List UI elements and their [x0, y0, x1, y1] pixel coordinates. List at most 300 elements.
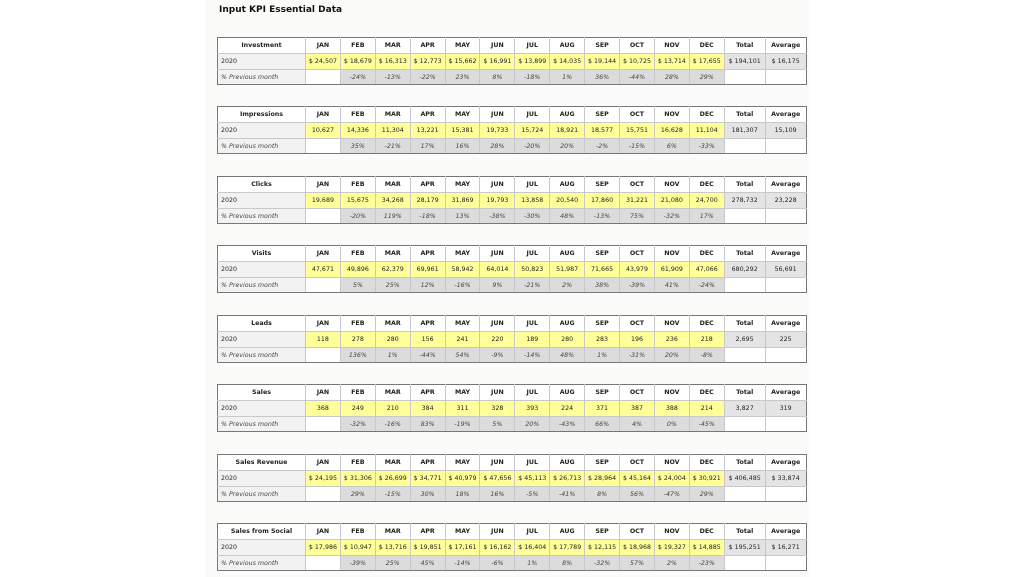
pct-cell: 119% — [375, 209, 410, 224]
average-cell: 15,109 — [765, 123, 806, 139]
value-cell: $ 24,195 — [306, 471, 341, 487]
value-cell: 156 — [410, 332, 445, 348]
pct-cell — [306, 70, 341, 85]
month-header: OCT — [620, 455, 655, 471]
kpi-table-impressions — [217, 106, 807, 154]
value-cell: 278 — [340, 332, 375, 348]
value-cell: 11,104 — [689, 123, 724, 139]
value-cell: 13,858 — [515, 193, 550, 209]
month-header: OCT — [620, 38, 655, 54]
value-cell: 17,860 — [585, 193, 620, 209]
table-name: Investment — [218, 38, 306, 54]
value-cell: $ 47,656 — [480, 471, 515, 487]
pct-cell: 6% — [654, 139, 689, 154]
month-header: AUG — [550, 107, 585, 123]
pct-cell: -15% — [620, 139, 655, 154]
value-cell: 19,793 — [480, 193, 515, 209]
value-cell: $ 17,789 — [550, 540, 585, 556]
value-cell: $ 16,162 — [480, 540, 515, 556]
month-header: SEP — [585, 246, 620, 262]
year-label: 2020 — [218, 123, 306, 139]
month-header: MAY — [445, 177, 480, 193]
year-label: 2020 — [218, 54, 306, 70]
pct-cell: -20% — [515, 139, 550, 154]
average-cell: 56,691 — [765, 262, 806, 278]
value-cell: 280 — [375, 332, 410, 348]
pct-cell — [306, 487, 341, 502]
month-header: SEP — [585, 385, 620, 401]
average-cell: $ 33,874 — [765, 471, 806, 487]
year-label: 2020 — [218, 471, 306, 487]
total-cell: 3,827 — [724, 401, 765, 417]
value-cell: 50,823 — [515, 262, 550, 278]
pct-cell — [306, 278, 341, 293]
pct-row — [218, 417, 807, 432]
month-header: FEB — [340, 524, 375, 540]
pct-cell: -8% — [689, 348, 724, 363]
value-cell: 384 — [410, 401, 445, 417]
year-label: 2020 — [218, 540, 306, 556]
total-cell: 181,307 — [724, 123, 765, 139]
month-header: NOV — [654, 246, 689, 262]
values-row — [218, 193, 807, 209]
pct-cell: 136% — [340, 348, 375, 363]
month-header: APR — [410, 316, 445, 332]
month-header: DEC — [689, 316, 724, 332]
month-header: MAR — [375, 455, 410, 471]
table-name: Sales Revenue — [218, 455, 306, 471]
value-cell: $ 17,986 — [306, 540, 341, 556]
values-row — [218, 54, 807, 70]
kpi-table-sales-from-social — [217, 523, 807, 571]
pct-cell: 30% — [410, 487, 445, 502]
value-cell: $ 14,035 — [550, 54, 585, 70]
month-header: DEC — [689, 455, 724, 471]
month-header: SEP — [585, 524, 620, 540]
value-cell: 58,942 — [445, 262, 480, 278]
value-cell: $ 19,327 — [654, 540, 689, 556]
pct-cell: 36% — [585, 70, 620, 85]
value-cell: $ 16,991 — [480, 54, 515, 70]
pct-cell: -47% — [654, 487, 689, 502]
month-header: JAN — [306, 246, 341, 262]
pct-cell: 75% — [620, 209, 655, 224]
total-header: Total — [724, 455, 765, 471]
pct-cell: -23% — [689, 556, 724, 571]
value-cell: $ 24,507 — [306, 54, 341, 70]
value-cell: $ 26,713 — [550, 471, 585, 487]
value-cell: $ 19,851 — [410, 540, 445, 556]
pct-cell: -13% — [375, 70, 410, 85]
pct-row — [218, 487, 807, 502]
average-header: Average — [765, 455, 806, 471]
month-header: FEB — [340, 177, 375, 193]
average-header: Average — [765, 107, 806, 123]
month-header: JUL — [515, 316, 550, 332]
value-cell: $ 16,404 — [515, 540, 550, 556]
value-cell: $ 31,306 — [340, 471, 375, 487]
pct-cell: 2% — [654, 556, 689, 571]
pct-cell — [306, 417, 341, 432]
values-row — [218, 471, 807, 487]
month-header: APR — [410, 177, 445, 193]
pct-row — [218, 70, 807, 85]
value-cell: 210 — [375, 401, 410, 417]
month-header: MAR — [375, 177, 410, 193]
total-header: Total — [724, 524, 765, 540]
pct-cell: -2% — [585, 139, 620, 154]
value-cell: 283 — [585, 332, 620, 348]
year-label: 2020 — [218, 332, 306, 348]
blank-cell — [765, 556, 806, 571]
year-label: 2020 — [218, 193, 306, 209]
month-header: OCT — [620, 316, 655, 332]
pct-cell: 9% — [480, 278, 515, 293]
total-cell: $ 194,101 — [724, 54, 765, 70]
values-row — [218, 262, 807, 278]
month-header: JUL — [515, 385, 550, 401]
pct-cell: 28% — [654, 70, 689, 85]
value-cell: 31,869 — [445, 193, 480, 209]
month-header: SEP — [585, 455, 620, 471]
month-header: AUG — [550, 385, 585, 401]
value-cell: 241 — [445, 332, 480, 348]
page-title: Input KPI Essential Data — [219, 5, 343, 15]
month-header: NOV — [654, 177, 689, 193]
pct-cell: -16% — [375, 417, 410, 432]
value-cell: $ 13,716 — [375, 540, 410, 556]
pct-cell: 12% — [410, 278, 445, 293]
value-cell: $ 18,679 — [340, 54, 375, 70]
month-header: APR — [410, 455, 445, 471]
value-cell: 368 — [306, 401, 341, 417]
header-row — [218, 246, 807, 262]
value-cell: $ 10,725 — [620, 54, 655, 70]
month-header: DEC — [689, 38, 724, 54]
month-header: OCT — [620, 524, 655, 540]
total-header: Total — [724, 177, 765, 193]
month-header: MAY — [445, 455, 480, 471]
pct-cell: -30% — [515, 209, 550, 224]
average-header: Average — [765, 316, 806, 332]
pct-cell: 45% — [410, 556, 445, 571]
blank-cell — [765, 139, 806, 154]
value-cell: 220 — [480, 332, 515, 348]
pct-cell: 25% — [375, 556, 410, 571]
month-header: JUL — [515, 524, 550, 540]
pct-cell: -18% — [515, 70, 550, 85]
blank-cell — [724, 487, 765, 502]
pct-cell: 28% — [480, 139, 515, 154]
pct-label: % Previous month — [218, 556, 306, 571]
month-header: JUL — [515, 246, 550, 262]
pct-cell: -18% — [410, 209, 445, 224]
value-cell: $ 28,964 — [585, 471, 620, 487]
pct-cell: 66% — [585, 417, 620, 432]
blank-cell — [765, 209, 806, 224]
table-name: Sales from Social — [218, 524, 306, 540]
header-row — [218, 524, 807, 540]
month-header: OCT — [620, 107, 655, 123]
pct-row — [218, 556, 807, 571]
header-row — [218, 385, 807, 401]
value-cell: 19,733 — [480, 123, 515, 139]
pct-cell: 18% — [445, 487, 480, 502]
month-header: AUG — [550, 524, 585, 540]
average-cell: $ 16,271 — [765, 540, 806, 556]
kpi-table-leads — [217, 315, 807, 363]
pct-cell: -6% — [480, 556, 515, 571]
blank-cell — [724, 417, 765, 432]
pct-cell: -15% — [375, 487, 410, 502]
year-label: 2020 — [218, 262, 306, 278]
pct-cell: 41% — [654, 278, 689, 293]
month-header: MAR — [375, 385, 410, 401]
value-cell: $ 15,662 — [445, 54, 480, 70]
pct-cell: 83% — [410, 417, 445, 432]
month-header: JAN — [306, 385, 341, 401]
pct-cell: -44% — [620, 70, 655, 85]
pct-cell: -45% — [689, 417, 724, 432]
pct-cell: 29% — [340, 487, 375, 502]
pct-label: % Previous month — [218, 348, 306, 363]
kpi-table-visits — [217, 245, 807, 293]
month-header: FEB — [340, 38, 375, 54]
month-header: MAY — [445, 107, 480, 123]
value-cell: 196 — [620, 332, 655, 348]
blank-cell — [765, 348, 806, 363]
pct-cell: 56% — [620, 487, 655, 502]
month-header: JUL — [515, 107, 550, 123]
value-cell: 18,577 — [585, 123, 620, 139]
month-header: DEC — [689, 524, 724, 540]
month-header: APR — [410, 38, 445, 54]
month-header: MAY — [445, 385, 480, 401]
value-cell: 51,987 — [550, 262, 585, 278]
kpi-table-sales-revenue — [217, 454, 807, 502]
pct-cell: 48% — [550, 348, 585, 363]
pct-cell: 5% — [480, 417, 515, 432]
month-header: AUG — [550, 38, 585, 54]
month-header: JUN — [480, 316, 515, 332]
pct-cell: -21% — [375, 139, 410, 154]
month-header: AUG — [550, 455, 585, 471]
table-name: Visits — [218, 246, 306, 262]
month-header: JUN — [480, 524, 515, 540]
month-header: MAY — [445, 246, 480, 262]
value-cell: 71,665 — [585, 262, 620, 278]
pct-cell: 23% — [445, 70, 480, 85]
pct-cell: -14% — [515, 348, 550, 363]
pct-row — [218, 209, 807, 224]
value-cell: 387 — [620, 401, 655, 417]
blank-cell — [724, 139, 765, 154]
pct-cell: -22% — [410, 70, 445, 85]
month-header: JUN — [480, 107, 515, 123]
average-cell: $ 16,175 — [765, 54, 806, 70]
pct-cell: 16% — [445, 139, 480, 154]
blank-cell — [765, 70, 806, 85]
total-header: Total — [724, 38, 765, 54]
pct-cell: -31% — [620, 348, 655, 363]
values-row — [218, 401, 807, 417]
month-header: SEP — [585, 38, 620, 54]
blank-cell — [724, 70, 765, 85]
values-row — [218, 123, 807, 139]
pct-label: % Previous month — [218, 417, 306, 432]
pct-cell: 17% — [689, 209, 724, 224]
month-header: MAY — [445, 524, 480, 540]
month-header: APR — [410, 385, 445, 401]
pct-cell: -32% — [654, 209, 689, 224]
pct-cell: -19% — [445, 417, 480, 432]
pct-cell: -9% — [480, 348, 515, 363]
pct-cell: -39% — [620, 278, 655, 293]
month-header: JUN — [480, 246, 515, 262]
value-cell: $ 12,773 — [410, 54, 445, 70]
pct-cell: -39% — [340, 556, 375, 571]
month-header: NOV — [654, 385, 689, 401]
pct-cell: 35% — [340, 139, 375, 154]
month-header: MAY — [445, 316, 480, 332]
table-name: Sales — [218, 385, 306, 401]
pct-cell: -16% — [445, 278, 480, 293]
pct-cell: -33% — [689, 139, 724, 154]
pct-cell — [306, 209, 341, 224]
pct-label: % Previous month — [218, 139, 306, 154]
value-cell: 388 — [654, 401, 689, 417]
pct-label: % Previous month — [218, 487, 306, 502]
value-cell: 218 — [689, 332, 724, 348]
total-header: Total — [724, 385, 765, 401]
month-header: MAY — [445, 38, 480, 54]
month-header: AUG — [550, 246, 585, 262]
value-cell: $ 10,947 — [340, 540, 375, 556]
pct-cell: -38% — [480, 209, 515, 224]
header-row — [218, 107, 807, 123]
total-cell: $ 195,251 — [724, 540, 765, 556]
pct-row — [218, 278, 807, 293]
average-header: Average — [765, 177, 806, 193]
month-header: FEB — [340, 107, 375, 123]
pct-cell: 8% — [480, 70, 515, 85]
month-header: MAR — [375, 107, 410, 123]
average-cell: 225 — [765, 332, 806, 348]
value-cell: $ 34,771 — [410, 471, 445, 487]
value-cell: 49,896 — [340, 262, 375, 278]
average-cell: 23,228 — [765, 193, 806, 209]
value-cell: 10,627 — [306, 123, 341, 139]
month-header: JAN — [306, 524, 341, 540]
value-cell: $ 17,161 — [445, 540, 480, 556]
month-header: MAR — [375, 524, 410, 540]
month-header: APR — [410, 107, 445, 123]
pct-cell: -24% — [689, 278, 724, 293]
average-header: Average — [765, 385, 806, 401]
pct-cell: -41% — [550, 487, 585, 502]
total-header: Total — [724, 316, 765, 332]
total-cell: $ 406,485 — [724, 471, 765, 487]
month-header: JAN — [306, 107, 341, 123]
value-cell: $ 13,714 — [654, 54, 689, 70]
total-header: Total — [724, 107, 765, 123]
pct-label: % Previous month — [218, 70, 306, 85]
total-cell: 2,695 — [724, 332, 765, 348]
value-cell: $ 17,655 — [689, 54, 724, 70]
blank-cell — [724, 348, 765, 363]
value-cell: 47,066 — [689, 262, 724, 278]
blank-cell — [765, 278, 806, 293]
average-cell: 319 — [765, 401, 806, 417]
value-cell: $ 45,113 — [515, 471, 550, 487]
month-header: NOV — [654, 38, 689, 54]
month-header: DEC — [689, 177, 724, 193]
month-header: OCT — [620, 177, 655, 193]
value-cell: 118 — [306, 332, 341, 348]
pct-row — [218, 348, 807, 363]
month-header: OCT — [620, 385, 655, 401]
value-cell: 393 — [515, 401, 550, 417]
pct-cell: -13% — [585, 209, 620, 224]
value-cell: $ 45,164 — [620, 471, 655, 487]
pct-cell: 29% — [689, 70, 724, 85]
pct-cell: 8% — [585, 487, 620, 502]
value-cell: $ 30,921 — [689, 471, 724, 487]
value-cell: 15,381 — [445, 123, 480, 139]
value-cell: 13,221 — [410, 123, 445, 139]
value-cell: 69,961 — [410, 262, 445, 278]
value-cell: 62,379 — [375, 262, 410, 278]
value-cell: 16,628 — [654, 123, 689, 139]
pct-cell: 20% — [515, 417, 550, 432]
pct-row — [218, 139, 807, 154]
table-name: Impressions — [218, 107, 306, 123]
month-header: APR — [410, 246, 445, 262]
blank-cell — [724, 209, 765, 224]
month-header: MAR — [375, 38, 410, 54]
value-cell: 31,221 — [620, 193, 655, 209]
value-cell: $ 24,004 — [654, 471, 689, 487]
pct-cell: 57% — [620, 556, 655, 571]
pct-cell: -20% — [340, 209, 375, 224]
pct-cell: 16% — [480, 487, 515, 502]
value-cell: $ 18,968 — [620, 540, 655, 556]
pct-cell: 38% — [585, 278, 620, 293]
value-cell: 34,268 — [375, 193, 410, 209]
pct-cell: 2% — [550, 278, 585, 293]
month-header: APR — [410, 524, 445, 540]
pct-cell: 54% — [445, 348, 480, 363]
header-row — [218, 177, 807, 193]
value-cell: 15,751 — [620, 123, 655, 139]
month-header: JUL — [515, 177, 550, 193]
header-row — [218, 38, 807, 54]
value-cell: 15,675 — [340, 193, 375, 209]
value-cell: 214 — [689, 401, 724, 417]
pct-cell: 1% — [585, 348, 620, 363]
month-header: NOV — [654, 316, 689, 332]
blank-cell — [724, 278, 765, 293]
pct-cell: -24% — [340, 70, 375, 85]
pct-label: % Previous month — [218, 278, 306, 293]
value-cell: $ 19,144 — [585, 54, 620, 70]
header-row — [218, 455, 807, 471]
pct-cell: 17% — [410, 139, 445, 154]
total-header: Total — [724, 246, 765, 262]
month-header: SEP — [585, 107, 620, 123]
month-header: DEC — [689, 246, 724, 262]
value-cell: $ 26,699 — [375, 471, 410, 487]
